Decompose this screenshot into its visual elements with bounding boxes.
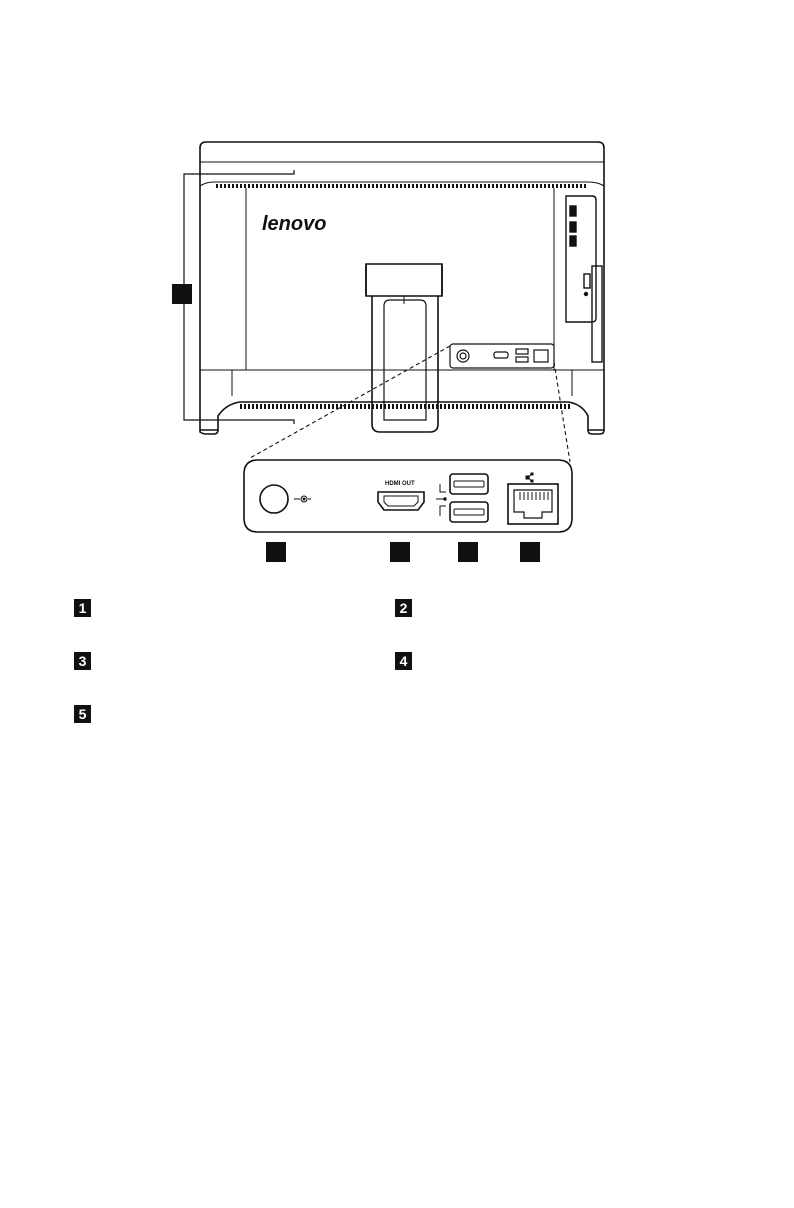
legend-number: 1 <box>74 599 91 617</box>
hdmi-port <box>378 492 424 510</box>
top-vent <box>214 184 588 188</box>
legend-number: 4 <box>395 652 412 670</box>
legend-number: 5 <box>74 705 91 723</box>
callout-5-badge <box>172 284 192 304</box>
bottom-vent <box>240 404 570 409</box>
callout-3-badge <box>458 542 478 562</box>
legend-number: 3 <box>74 652 91 670</box>
usb-port-top <box>450 474 488 494</box>
side-panel <box>566 196 602 362</box>
dc-in-port <box>260 485 288 513</box>
usb-port-bottom <box>450 502 488 522</box>
network-icon <box>526 473 533 482</box>
hdmi-label: HDMI OUT <box>385 481 415 487</box>
callout-1-badge <box>266 542 286 562</box>
callout-4-badge <box>520 542 540 562</box>
dc-in-icon <box>294 496 311 502</box>
ethernet-port <box>508 484 558 524</box>
brand-logo: lenovo <box>262 213 327 235</box>
legend-number: 2 <box>395 599 412 617</box>
rear-port-panel <box>450 344 554 368</box>
usb-icon <box>436 484 446 516</box>
callout-2-badge <box>390 542 410 562</box>
